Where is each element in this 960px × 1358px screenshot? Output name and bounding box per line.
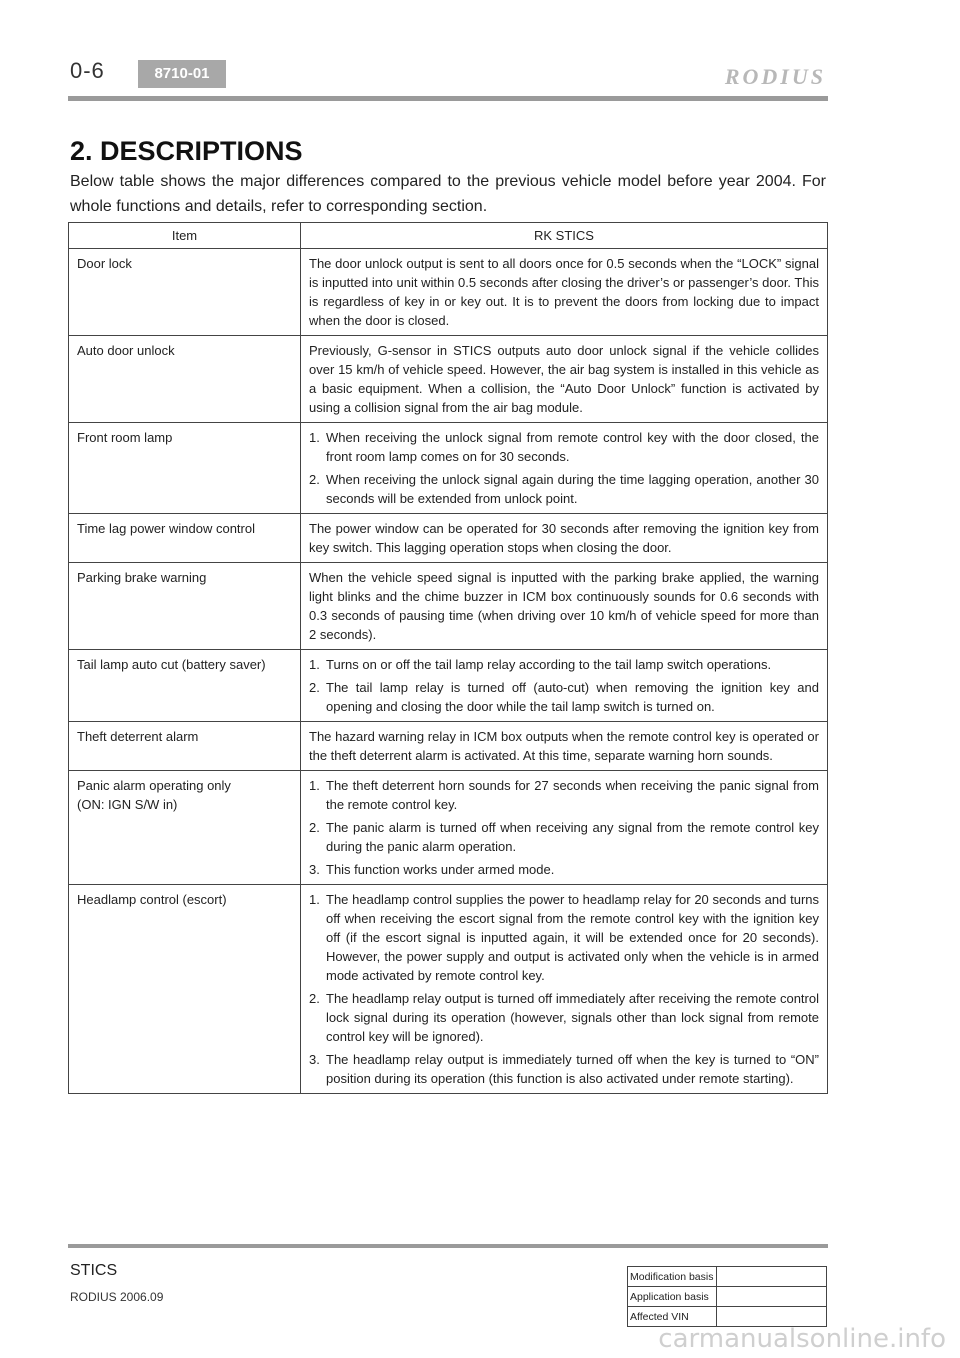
list-item	[309, 818, 819, 856]
description-list	[309, 890, 819, 1088]
intro-paragraph: Below table shows the major differences compared to the previous vehicle model before year 2004. For whole functions and details, refer to corresponding section.	[70, 173, 826, 215]
description-list	[309, 776, 819, 879]
watermark: carmanualsonline.info	[658, 1324, 946, 1354]
section-title: 2. DESCRIPTIONS	[70, 136, 303, 166]
table-header-row	[69, 223, 828, 249]
modification-value	[717, 1267, 827, 1287]
row-description: The door unlock output is sent to all doors once for 0.5 seconds when the “LOCK” signal is inputted into unit within 0.5 seconds after closing the driver’s or passenger’s door. This is regardless of key in or key out. It is to prevent the doors from locking due to impact when the door is closed.	[301, 249, 828, 336]
list-item-text: The headlamp relay output is immediately turned off when the key is turned to “ON” position during its operation (this function is also activated under remote starting).	[326, 1052, 819, 1086]
row-description: The hazard warning relay in ICM box outputs when the remote control key is operated or the theft deterrent alarm is activated. At this time, separate warning horn sounds.	[301, 722, 828, 771]
list-item-text: The headlamp relay output is turned off immediately after receiving the remote control lock signal during its operation (however, signals other than lock signal from remote control key will be ignored).	[326, 991, 819, 1044]
header-rk-stics: RK STICS	[301, 223, 828, 249]
table-row	[69, 650, 828, 722]
description-list	[309, 655, 819, 716]
row-description	[301, 650, 828, 722]
table-row	[69, 722, 828, 771]
list-item	[309, 428, 819, 466]
list-item-number: 3.	[309, 862, 320, 877]
row-item-label: Parking brake warning	[69, 563, 301, 650]
modification-row	[628, 1267, 827, 1287]
list-item-text: The panic alarm is turned off when receiving any signal from the remote control key during the panic alarm operation.	[326, 820, 819, 854]
row-item-label: Auto door unlock	[69, 336, 301, 423]
table-row	[69, 423, 828, 514]
table-body	[69, 249, 828, 1094]
footer-edition: RODIUS 2006.09	[70, 1290, 164, 1304]
list-item	[309, 989, 819, 1046]
row-item-label: Theft deterrent alarm	[69, 722, 301, 771]
modification-label: Application basis	[628, 1287, 717, 1307]
row-description: Previously, G-sensor in STICS outputs auto door unlock signal if the vehicle collides over 15 km/h of vehicle speed. However, the air bag system is installed in this vehicle as a basic equipment. When a collision, the “Auto Door Unlock” function is activated by using a collision signal from the air bag module.	[301, 336, 828, 423]
list-item-number: 1.	[309, 778, 320, 793]
descriptions-table	[68, 222, 828, 1094]
row-item-label: Front room lamp	[69, 423, 301, 514]
row-description	[301, 423, 828, 514]
header-divider	[68, 96, 828, 101]
row-description: When the vehicle speed signal is inputted with the parking brake applied, the warning light blinks and the chime buzzer in ICM box continuously sounds for 0.6 seconds with 0.3 seconds of pausing time (when driving over 10 km/h of vehicle speed for more than 2 seconds).	[301, 563, 828, 650]
modification-table	[627, 1266, 827, 1327]
row-item-label: Headlamp control (escort)	[69, 885, 301, 1094]
list-item-text: The headlamp control supplies the power to headlamp relay for 20 seconds and turns off when receiving the escort signal from the remote control key with the ignition key off (if the escort signal is inputted again, it will be extended once for 20 seconds). However, the power supply and output is activated only when the vehicle is in armed mode activated by remote control key.	[326, 892, 819, 983]
row-item-label: Time lag power window control	[69, 514, 301, 563]
row-description: The power window can be operated for 30 seconds after removing the ignition key from key switch. This lagging operation stops when closing the door.	[301, 514, 828, 563]
list-item	[309, 890, 819, 985]
list-item-text: Turns on or off the tail lamp relay according to the tail lamp switch operations.	[326, 657, 772, 672]
footer-divider	[68, 1244, 828, 1248]
modification-value	[717, 1287, 827, 1307]
row-item-label: Door lock	[69, 249, 301, 336]
footer-title: STICS	[70, 1262, 118, 1279]
list-item-text: The tail lamp relay is turned off (auto-cut) when removing the ignition key and opening and closing the door while the tail lamp switch is turned on.	[326, 680, 819, 714]
list-item	[309, 470, 819, 508]
modification-row	[628, 1287, 827, 1307]
list-item-number: 1.	[309, 892, 320, 907]
list-item	[309, 678, 819, 716]
table-row	[69, 563, 828, 650]
row-item-label: Panic alarm operating only (ON: IGN S/W in)	[69, 771, 301, 885]
list-item-text: When receiving the unlock signal from remote control key with the door closed, the front room lamp comes on for 30 seconds.	[326, 430, 819, 464]
list-item-number: 1.	[309, 657, 320, 672]
list-item-number: 1.	[309, 430, 320, 445]
header-item: Item	[69, 223, 301, 249]
brand-logo: RODIUS	[724, 64, 826, 89]
table-row	[69, 885, 828, 1094]
table-row	[69, 771, 828, 885]
table-row	[69, 514, 828, 563]
list-item-text: This function works under armed mode.	[326, 862, 555, 877]
list-item-number: 3.	[309, 1052, 320, 1067]
modification-label: Affected VIN	[628, 1307, 717, 1327]
list-item-number: 2.	[309, 472, 320, 487]
list-item-number: 2.	[309, 820, 320, 835]
list-item-text: When receiving the unlock signal again during the time lagging operation, another 30 seconds will be extended from unlock point.	[326, 472, 819, 506]
list-item	[309, 860, 819, 879]
section-code-badge: 8710-01	[138, 60, 226, 88]
table-row	[69, 336, 828, 423]
list-item-number: 2.	[309, 991, 320, 1006]
list-item-number: 2.	[309, 680, 320, 695]
row-description	[301, 885, 828, 1094]
list-item	[309, 655, 819, 674]
description-list	[309, 428, 819, 508]
modification-label: Modification basis	[628, 1267, 717, 1287]
table-row	[69, 249, 828, 336]
row-description	[301, 771, 828, 885]
page-number: 0-6	[70, 58, 105, 83]
row-item-label: Tail lamp auto cut (battery saver)	[69, 650, 301, 722]
list-item-text: The theft deterrent horn sounds for 27 seconds when receiving the panic signal from the remote control key.	[326, 778, 819, 812]
list-item	[309, 776, 819, 814]
list-item	[309, 1050, 819, 1088]
